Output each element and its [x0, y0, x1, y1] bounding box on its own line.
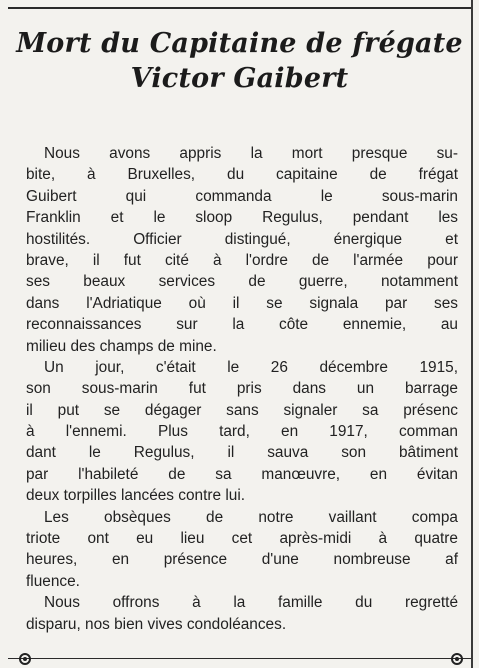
left-ornament-icon: [19, 653, 31, 665]
text-line: son sous-marin fut pris dans un barrage: [26, 380, 458, 398]
text-line: dant le Regulus, il sauva son bâtiment: [26, 444, 458, 462]
paragraph: [26, 507, 458, 593]
text-line: à l'ennemi. Plus tard, en 1917, comman: [26, 423, 458, 441]
text-line: fluence.: [26, 572, 80, 590]
text-line: milieu des champs de mine.: [26, 337, 217, 355]
text-line: bite, à Bruxelles, du capitaine de frégat: [26, 166, 458, 184]
text-line: ses beaux services de guerre, notamment: [26, 273, 458, 291]
top-rule: [8, 7, 471, 9]
text-line: deux torpilles lancées contre lui.: [26, 487, 246, 505]
text-line: il put se dégager sans signaler sa présenc: [26, 401, 458, 419]
text-line: par l'habileté de sa manœuvre, en évitan: [26, 465, 458, 483]
text-line: Nous avons appris la mort presque su-: [44, 145, 458, 162]
article-body: [26, 143, 458, 635]
text-line: triote ont eu lieu cet après-midi à quatre: [26, 530, 458, 548]
text-line: Les obsèques de notre vaillant compa: [44, 508, 458, 526]
text-line: brave, il fut cité à l'ordre de l'armée pour: [26, 251, 458, 269]
text-line: heures, en présence d'une nombreuse af: [26, 551, 458, 569]
column-divider: [471, 0, 473, 668]
text-line: Guibert qui commanda le sous-marin: [26, 187, 458, 205]
right-ornament-icon: [451, 653, 463, 665]
text-line: reconnaissances sur la côte ennemie, au: [26, 316, 458, 334]
paragraph: [26, 357, 458, 507]
text-line: dans l'Adriatique où il se signala par ses: [26, 294, 458, 312]
text-line: Un jour, c'était le 26 décembre 1915,: [44, 358, 458, 376]
bottom-rule: [8, 658, 471, 660]
text-line: Nous offrons à la famille du regretté: [44, 594, 458, 612]
headline-line-2: Victor Gaibert: [130, 63, 349, 94]
headline: [0, 26, 479, 96]
text-line: Franklin et le sloop Regulus, pendant les: [26, 209, 458, 227]
text-line: disparu, nos bien vives condoléances.: [26, 615, 287, 633]
headline-line-1: Mort du Capitaine de frégate: [16, 28, 463, 59]
text-line: hostilités. Officier distingué, énergique et: [26, 230, 458, 248]
paragraph: [26, 592, 458, 635]
paragraph: [26, 143, 458, 357]
